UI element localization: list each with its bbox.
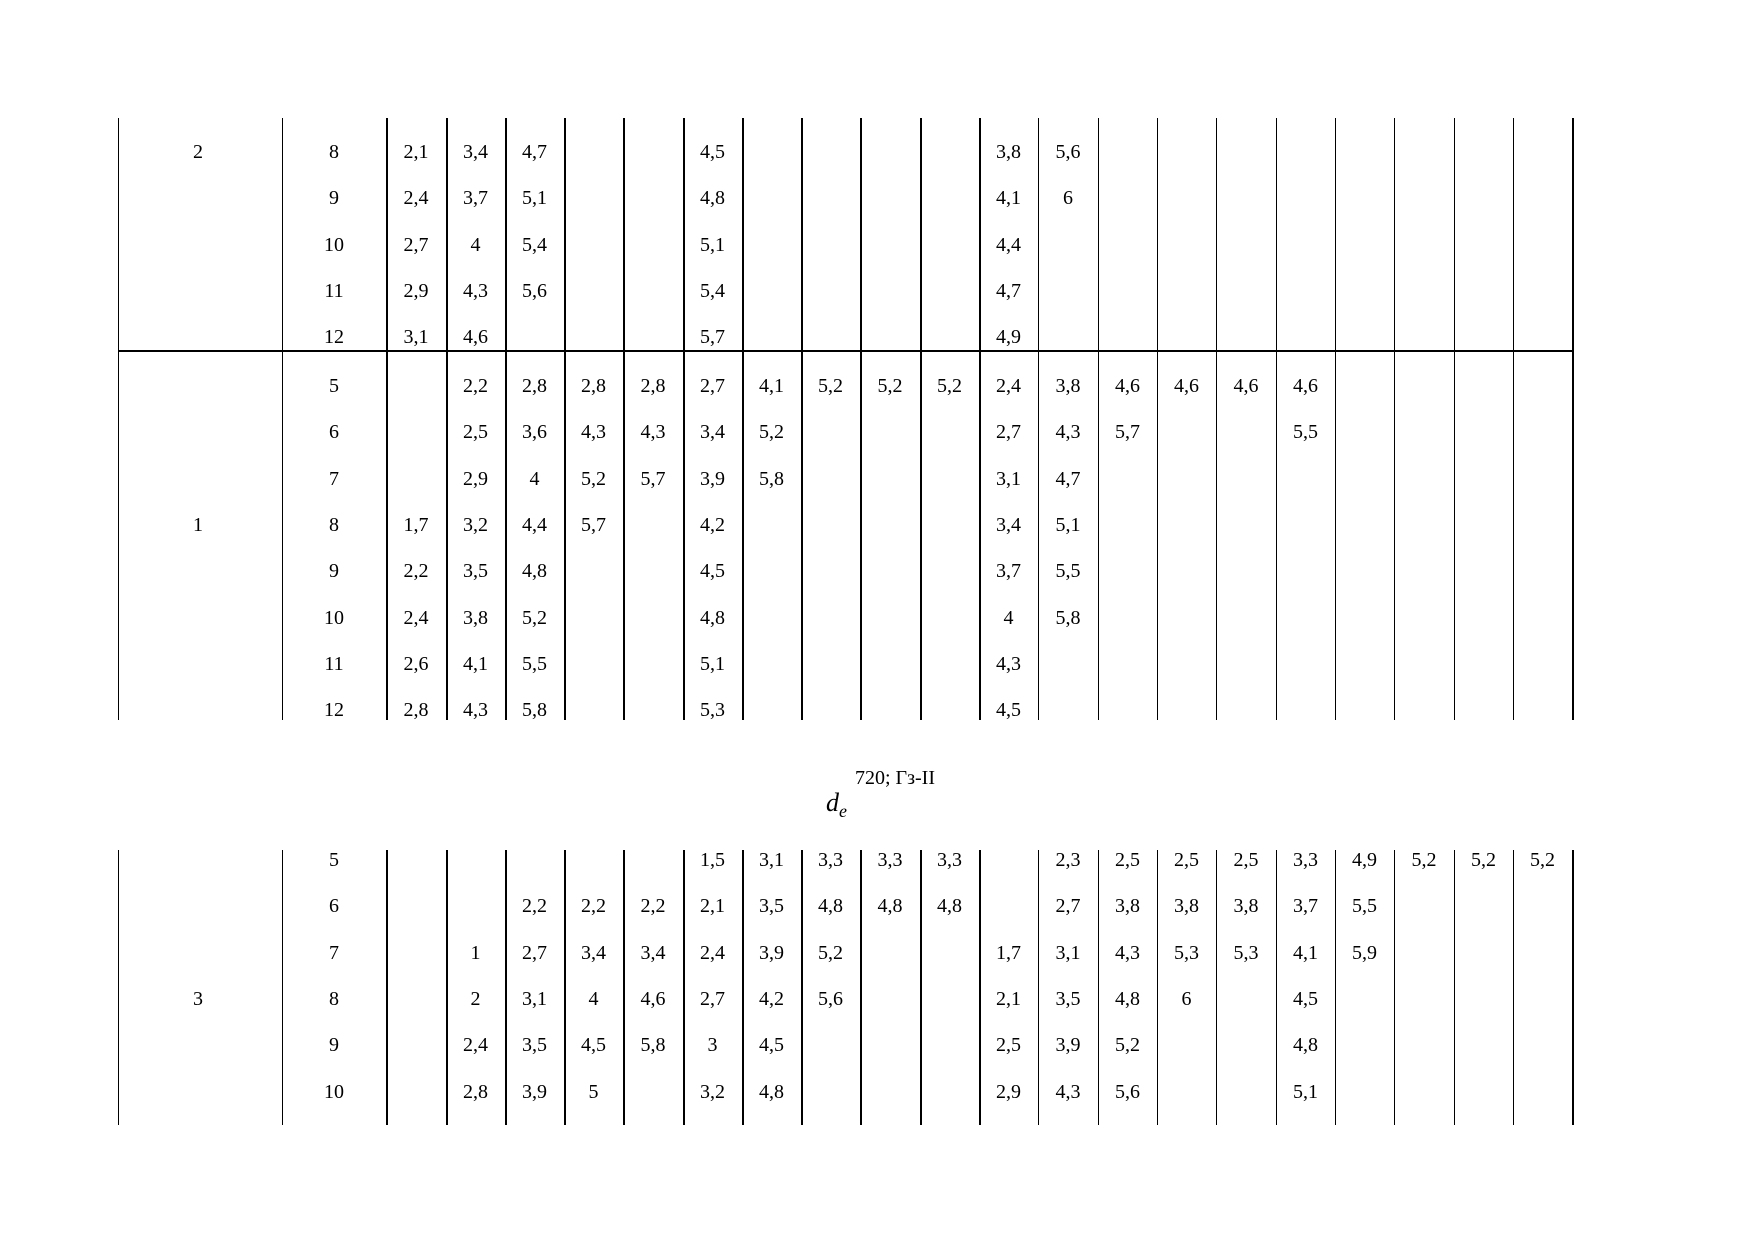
value-cell: 4,4 xyxy=(996,233,1021,256)
value-cell: 5,6 xyxy=(1115,1080,1140,1103)
column-divider xyxy=(1216,118,1217,720)
value-cell: 3,6 xyxy=(522,421,547,444)
value-cell: 5,7 xyxy=(1115,421,1140,444)
column-divider xyxy=(801,118,803,720)
value-cell: 2,2 xyxy=(522,895,547,918)
row-number: 10 xyxy=(324,606,344,629)
value-cell: 2,9 xyxy=(996,1080,1021,1103)
value-cell: 5,1 xyxy=(700,233,725,256)
value-cell: 4,8 xyxy=(759,1080,784,1103)
value-cell: 2,4 xyxy=(700,941,725,964)
value-cell: 4,5 xyxy=(700,560,725,583)
value-cell: 4,8 xyxy=(1293,1034,1318,1057)
value-cell: 4,7 xyxy=(1055,467,1081,490)
row-number: 10 xyxy=(324,233,344,256)
value-cell: 4,1 xyxy=(463,652,488,675)
value-cell: 2,8 xyxy=(403,699,429,722)
column-divider xyxy=(1038,850,1039,1125)
value-cell: 4,6 xyxy=(1293,375,1318,397)
value-cell: 5,5 xyxy=(1293,421,1318,444)
value-cell: 3,5 xyxy=(1055,987,1081,1010)
column-divider xyxy=(1098,118,1099,720)
value-cell: 4,8 xyxy=(522,560,547,583)
value-cell: 4,4 xyxy=(522,513,547,536)
value-cell: 5,7 xyxy=(581,513,606,536)
column-divider xyxy=(282,850,283,1125)
row-number: 11 xyxy=(324,279,344,302)
caption-superscript: 720; Гз-II xyxy=(855,767,935,789)
value-cell: 4 xyxy=(588,987,599,1010)
value-cell: 5,5 xyxy=(1352,895,1377,918)
value-cell: 5,6 xyxy=(1055,141,1081,163)
value-cell: 2,7 xyxy=(700,375,725,397)
value-cell: 4,3 xyxy=(1055,1080,1081,1103)
value-cell: 4,8 xyxy=(877,895,903,918)
group-number: 1 xyxy=(193,513,203,536)
column-divider xyxy=(564,118,566,720)
value-cell: 4,3 xyxy=(640,421,666,444)
column-divider xyxy=(1038,118,1039,720)
value-cell: 2,8 xyxy=(581,375,606,397)
column-divider xyxy=(1335,850,1336,1125)
row-number: 8 xyxy=(329,141,339,163)
row-number: 8 xyxy=(329,987,339,1010)
column-divider xyxy=(1394,850,1395,1125)
value-cell: 5,8 xyxy=(1055,606,1081,629)
column-divider xyxy=(118,850,119,1125)
value-cell: 5 xyxy=(588,1080,599,1103)
row-number: 5 xyxy=(329,849,339,871)
column-divider xyxy=(1157,118,1158,720)
value-cell: 3,7 xyxy=(1293,895,1318,918)
value-cell: 4,5 xyxy=(996,699,1021,722)
value-cell: 4,8 xyxy=(818,895,843,918)
value-cell: 5,2 xyxy=(581,467,606,490)
value-cell: 4,5 xyxy=(581,1034,606,1057)
value-cell: 5,3 xyxy=(1233,941,1259,964)
value-cell: 2,9 xyxy=(463,467,488,490)
value-cell: 3,1 xyxy=(1055,941,1081,964)
value-cell: 2,7 xyxy=(1055,895,1081,918)
value-cell: 1 xyxy=(470,941,481,964)
value-cell: 2,2 xyxy=(403,560,429,583)
value-cell: 3,8 xyxy=(1233,895,1259,918)
column-divider xyxy=(1335,118,1336,720)
value-cell: 2,3 xyxy=(1055,849,1081,871)
value-cell: 4,7 xyxy=(522,141,547,163)
value-cell: 5,2 xyxy=(1471,849,1496,871)
value-cell: 4,3 xyxy=(1055,421,1081,444)
value-cell: 2,4 xyxy=(403,187,429,210)
value-cell: 4 xyxy=(470,233,481,256)
value-cell: 4,8 xyxy=(700,606,725,629)
value-cell: 4,9 xyxy=(996,326,1021,349)
row-number: 9 xyxy=(329,187,339,210)
value-cell: 4,8 xyxy=(700,187,725,210)
value-cell: 3,2 xyxy=(700,1080,725,1103)
value-cell: 4,3 xyxy=(581,421,606,444)
column-divider xyxy=(282,118,283,720)
value-cell: 2,6 xyxy=(403,652,429,675)
value-cell: 2,8 xyxy=(463,1080,488,1103)
column-divider xyxy=(1454,850,1455,1125)
group-divider xyxy=(118,350,1574,352)
value-cell: 3,5 xyxy=(759,895,784,918)
value-cell: 4,3 xyxy=(463,699,488,722)
value-cell: 4,6 xyxy=(1233,375,1259,397)
value-cell: 5,8 xyxy=(522,699,547,722)
caption-symbol xyxy=(826,788,847,826)
value-cell: 2,9 xyxy=(403,279,429,302)
value-cell: 5,5 xyxy=(522,652,547,675)
value-cell: 4,5 xyxy=(1293,987,1318,1010)
value-cell: 5,8 xyxy=(759,467,784,490)
value-cell: 3,8 xyxy=(1055,375,1081,397)
value-cell: 5,1 xyxy=(1055,513,1081,536)
value-cell: 2,8 xyxy=(522,375,547,397)
value-cell: 4,3 xyxy=(1115,941,1140,964)
value-cell: 5,6 xyxy=(522,279,547,302)
row-number: 9 xyxy=(329,560,339,583)
value-cell: 2,2 xyxy=(640,895,666,918)
value-cell: 1,7 xyxy=(403,513,429,536)
value-cell: 3,1 xyxy=(996,467,1021,490)
group-number: 3 xyxy=(193,987,203,1010)
value-cell: 3,4 xyxy=(581,941,606,964)
group-number: 2 xyxy=(193,141,203,163)
value-cell: 4,2 xyxy=(700,513,725,536)
value-cell: 3,1 xyxy=(522,987,547,1010)
value-cell: 5,4 xyxy=(522,233,547,256)
column-divider xyxy=(742,118,744,720)
value-cell: 5,1 xyxy=(522,187,547,210)
value-cell: 5,1 xyxy=(700,652,725,675)
row-number: 12 xyxy=(324,699,344,722)
value-cell: 5,9 xyxy=(1352,941,1377,964)
column-divider xyxy=(1572,118,1574,720)
value-cell: 3,1 xyxy=(759,849,784,871)
column-divider xyxy=(920,118,922,720)
value-cell: 2,4 xyxy=(403,606,429,629)
value-cell: 2,7 xyxy=(403,233,429,256)
value-cell: 3,4 xyxy=(640,941,666,964)
row-number: 8 xyxy=(329,513,339,536)
value-cell: 4,6 xyxy=(1115,375,1140,397)
column-divider xyxy=(1454,118,1455,720)
value-cell: 5,8 xyxy=(640,1034,666,1057)
value-cell: 5,3 xyxy=(700,699,725,722)
value-cell: 4 xyxy=(1003,606,1014,629)
value-cell: 2,7 xyxy=(700,987,725,1010)
value-cell: 3 xyxy=(707,1034,718,1057)
value-cell: 3,4 xyxy=(700,421,725,444)
row-number: 6 xyxy=(329,895,339,918)
value-cell: 3,4 xyxy=(996,513,1021,536)
value-cell: 5,7 xyxy=(700,326,725,349)
value-cell: 2,4 xyxy=(463,1034,488,1057)
row-number: 9 xyxy=(329,1034,339,1057)
value-cell: 4,6 xyxy=(463,326,488,349)
value-cell: 3,3 xyxy=(818,849,843,871)
value-cell: 5,2 xyxy=(818,375,843,397)
value-cell: 4,2 xyxy=(759,987,784,1010)
value-cell: 5,2 xyxy=(877,375,903,397)
value-cell: 5,2 xyxy=(522,606,547,629)
value-cell: 4,3 xyxy=(463,279,488,302)
value-cell: 3,9 xyxy=(1055,1034,1081,1057)
value-cell: 3,5 xyxy=(522,1034,547,1057)
value-cell: 4,1 xyxy=(759,375,784,397)
column-divider xyxy=(860,118,862,720)
row-number: 7 xyxy=(329,467,339,490)
value-cell: 3,9 xyxy=(522,1080,547,1103)
value-cell: 3,8 xyxy=(1174,895,1199,918)
value-cell: 3,4 xyxy=(463,141,488,163)
value-cell: 4,8 xyxy=(937,895,962,918)
value-cell: 2,7 xyxy=(996,421,1021,444)
value-cell: 1,5 xyxy=(700,849,725,871)
value-cell: 3,9 xyxy=(759,941,784,964)
value-cell: 2,2 xyxy=(581,895,606,918)
column-divider xyxy=(920,850,922,1125)
value-cell: 3,9 xyxy=(700,467,725,490)
value-cell: 1,7 xyxy=(996,941,1021,964)
column-divider xyxy=(1513,118,1514,720)
value-cell: 5,7 xyxy=(640,467,666,490)
caption-symbol-d: d xyxy=(826,788,839,817)
column-divider xyxy=(118,118,119,720)
value-cell: 2,8 xyxy=(640,375,666,397)
value-cell: 5,2 xyxy=(1530,849,1555,871)
value-cell: 5,2 xyxy=(1115,1034,1140,1057)
value-cell: 4,7 xyxy=(996,279,1021,302)
row-number: 10 xyxy=(324,1080,344,1103)
value-cell: 4,6 xyxy=(640,987,666,1010)
value-cell: 3,8 xyxy=(996,141,1021,163)
column-divider xyxy=(1216,850,1217,1125)
column-divider xyxy=(386,850,388,1125)
value-cell: 2,5 xyxy=(1115,849,1140,871)
value-cell: 5,6 xyxy=(818,987,843,1010)
value-cell: 5,2 xyxy=(937,375,962,397)
value-cell: 4,8 xyxy=(1115,987,1140,1010)
value-cell: 3,3 xyxy=(877,849,903,871)
column-divider xyxy=(1513,850,1514,1125)
value-cell: 2,4 xyxy=(996,375,1021,397)
row-number: 12 xyxy=(324,326,344,349)
value-cell: 4,1 xyxy=(1293,941,1318,964)
column-divider xyxy=(623,118,625,720)
row-number: 11 xyxy=(324,652,344,675)
value-cell: 4,9 xyxy=(1352,849,1377,871)
value-cell: 5,2 xyxy=(759,421,784,444)
value-cell: 5,2 xyxy=(1411,849,1437,871)
value-cell: 3,1 xyxy=(403,326,429,349)
value-cell: 2,7 xyxy=(522,941,547,964)
value-cell: 4,5 xyxy=(700,141,725,163)
value-cell: 2,5 xyxy=(1174,849,1199,871)
value-cell: 2 xyxy=(470,987,481,1010)
value-cell: 4,1 xyxy=(996,187,1021,210)
value-cell: 5,4 xyxy=(700,279,725,302)
value-cell: 2,1 xyxy=(700,895,725,918)
value-cell: 4,3 xyxy=(996,652,1021,675)
value-cell: 3,8 xyxy=(463,606,488,629)
value-cell: 2,5 xyxy=(996,1034,1021,1057)
value-cell: 3,3 xyxy=(937,849,962,871)
caption-symbol-subscript: e xyxy=(839,801,847,821)
value-cell: 2,5 xyxy=(1233,849,1259,871)
value-cell: 3,5 xyxy=(463,560,488,583)
value-cell: 3,7 xyxy=(996,560,1021,583)
value-cell: 4,5 xyxy=(759,1034,784,1057)
row-number: 5 xyxy=(329,375,339,397)
value-cell: 5,3 xyxy=(1174,941,1199,964)
value-cell: 6 xyxy=(1063,187,1073,210)
value-cell: 2,2 xyxy=(463,375,488,397)
value-cell: 5,5 xyxy=(1055,560,1081,583)
column-divider xyxy=(1276,118,1277,720)
value-cell: 4 xyxy=(529,467,540,490)
row-number: 7 xyxy=(329,941,339,964)
value-cell: 3,8 xyxy=(1115,895,1140,918)
column-divider xyxy=(1572,850,1574,1125)
row-number: 6 xyxy=(329,421,339,444)
value-cell: 5,1 xyxy=(1293,1080,1318,1103)
column-divider xyxy=(1394,118,1395,720)
value-cell: 3,2 xyxy=(463,513,488,536)
value-cell: 3,3 xyxy=(1293,849,1318,871)
value-cell: 5,2 xyxy=(818,941,843,964)
value-cell: 2,1 xyxy=(403,141,429,163)
column-divider xyxy=(860,850,862,1125)
value-cell: 4,6 xyxy=(1174,375,1199,397)
value-cell: 2,1 xyxy=(996,987,1021,1010)
value-cell: 6 xyxy=(1181,987,1192,1010)
value-cell: 2,5 xyxy=(463,421,488,444)
value-cell: 3,7 xyxy=(463,187,488,210)
